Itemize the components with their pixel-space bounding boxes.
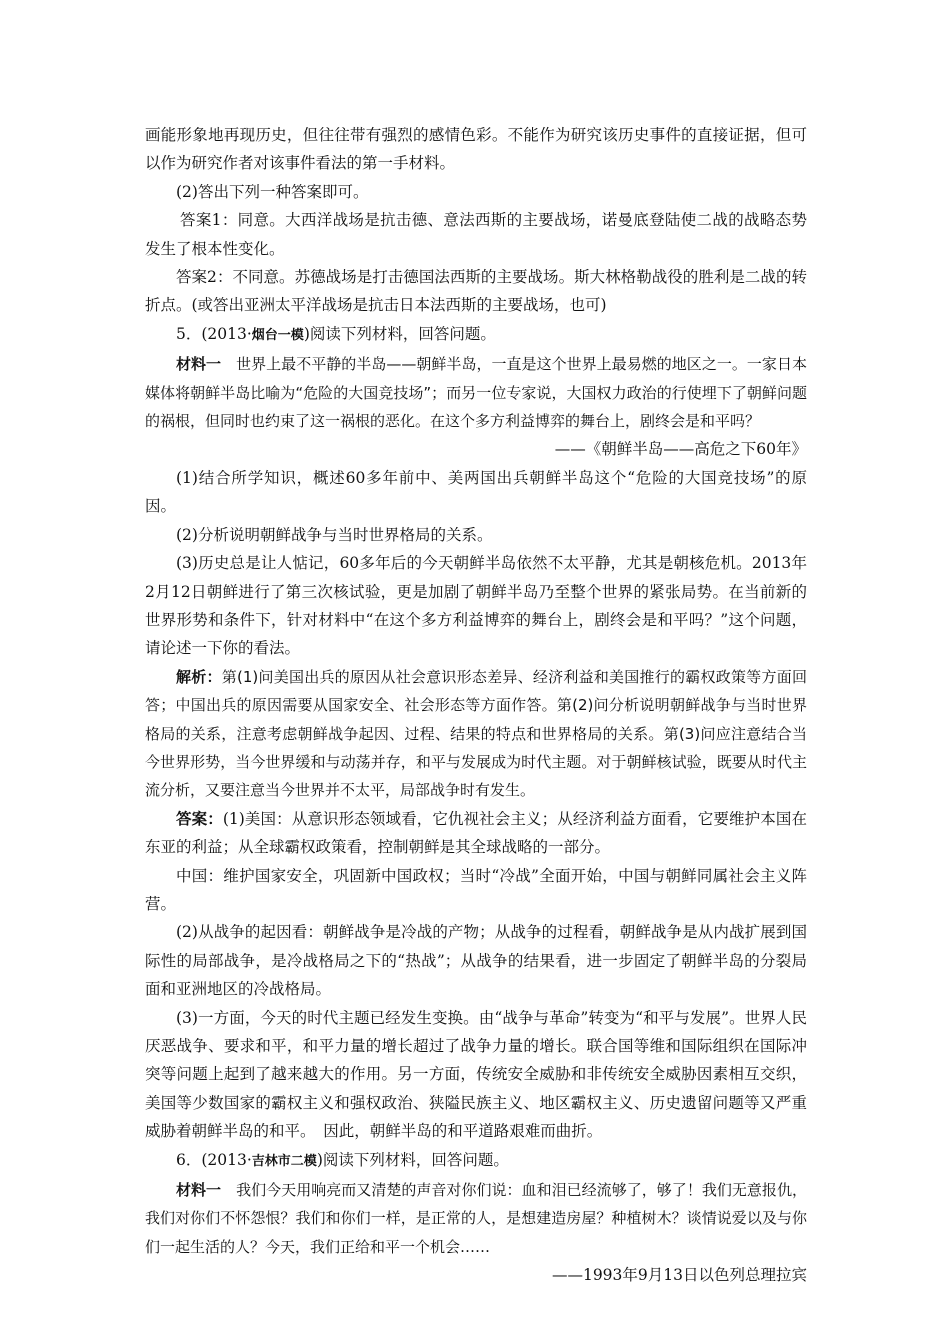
material-1-source: ——《朝鲜半岛——高危之下60年》 [554,440,807,459]
material-1-excerpt: 材料一 世界上最不平静的半岛——朝鲜半岛，一直是这个世界上最易燃的地区之一。一家日本媒体将朝鲜半岛比喻为“危险的大国竞技场”；而另一位专家说，大国权力政治的行使埋下了朝鲜问题的祸根，但同时也约束了这一祸根的恶化。在这个多方利益博弈的舞台上，剧终会是和平吗？ [145,355,807,431]
answer-label: 答案： [176,808,223,828]
answer-5-1-china: 中国：维护国家安全，巩固新中国政权；当时“冷战”全面开始，中国与朝鲜同属社会主义阵营。 [145,866,807,913]
material-1-label: 材料一 [176,355,222,374]
document-page [145,121,807,1290]
question-5-3: (3)历史总是让人惦记，60多年后的今天朝鲜半岛依然不太平静，尤其是朝核危机。2013年2月12日朝鲜进行了第三次核试验，更是加剧了朝鲜半岛乃至整个世界的紧张局势。在当前新的世界形势和条件下，针对材料中“在这个多方利益博弈的舞台上，剧终会是和平吗？”这个问题，请论述一下你的看法。 [145,554,807,658]
answer-5-1-usa: 答案：(1)美国：从意识形态领域看，它仇视社会主义；从经济利益方面看，它要维护本国在东亚的利益；从全球霸权政策看，控制朝鲜是其全球战略的一部分。 [145,808,807,857]
question-5-2: (2)分析说明朝鲜战争与当时世界格局的关系。 [176,525,493,544]
material-2-source: ——1993年9月13日以色列总理拉宾 [551,1266,807,1285]
answer-paragraph-4-2: (2)答出下列一种答案即可。 [176,182,369,201]
question-5-source-tag: 烟台一模 [251,327,304,343]
question-6-header: 6．(2013·吉林市二模)阅读下列材料，回答问题。 [176,1150,509,1169]
answer-5-2: (2)从战争的起因看：朝鲜战争是冷战的产物；从战争的过程看，朝鲜战争是从内战扩展到国际性的局部战争，是冷战格局之下的“热战”；从战争的结果看，进一步固定了朝鲜半岛的分裂局面和亚洲地区的冷战格局。 [145,923,807,999]
question-5-1: (1)结合所学知识，概述60多年前中、美两国出兵朝鲜半岛这个“危险的大国竞技场”的原因。 [145,468,807,516]
analysis-label: 解析： [176,667,222,686]
answer-paragraph-4-1: 画能形象地再现历史，但往往带有强烈的感情色彩。不能作为研究该历史事件的直接证据，但可以作为研究作者对该事件看法的第一手材料。 [145,126,807,173]
question-5-header: 5．(2013·烟台一模)阅读下列材料，回答问题。 [176,324,496,343]
analysis-paragraph: 解析：第(1)问美国出兵的原因从社会意识形态差异、经济利益和美国推行的霸权政策等方面回答；中国出兵的原因需要从国家安全、社会形态等方面作答。第(2)问分析说明朝鲜战争与当时世界格局的关系，注意考虑朝鲜战争起因、过程、结果的特点和世界格局的关系。第(3)问应注意结合当今世界形势，当今世界缓和与动荡并存，和平与发展成为时代主题。对于朝鲜核试验，既要从时代主流分析，又要注意当今世界并不太平，局部战争时有发生。 [145,667,807,800]
material-2-excerpt: 材料一 我们今天用响亮而又清楚的声音对你们说：血和泪已经流够了，够了！我们无意报仇，我们对你们不怀怨恨？我们和你们一样，是正常的人，是想建造房屋？种植树木？谈情说爱以及与你们一起生活的人？今天，我们正给和平一个机会…… [145,1181,807,1256]
answer-option-1: 答案1：同意。大西洋战场是抗击德、意法西斯的主要战场，诺曼底登陆使二战的战略态势发生了根本性变化。 [145,211,807,258]
answer-option-2: 答案2：不同意。苏德战场是打击德国法西斯的主要战场。斯大林格勒战役的胜利是二战的转折点。(或答出亚洲太平洋战场是抗击日本法西斯的主要战场，也可) [145,268,807,315]
question-6-source-tag: 吉林市二模 [251,1153,317,1169]
answer-5-3: (3)一方面，今天的时代主题已经发生变换。由“战争与革命”转变为“和平与发展”。世界人民厌恶战争、要求和平，和平力量的增长超过了战争力量的增长。联合国等维和国际组织在国际冲突等问题上起到了越来越大的作用。另一方面，传统安全威胁和非传统安全威胁因素相互交织，美国等少数国家的霸权主义和强权政治、狭隘民族主义、地区霸权主义、历史遗留问题等又严重威胁着朝鲜半岛的和平。 因此，朝鲜半岛的和平道路艰难而曲折。 [145,1008,807,1141]
material-2-label: 材料一 [176,1181,222,1200]
